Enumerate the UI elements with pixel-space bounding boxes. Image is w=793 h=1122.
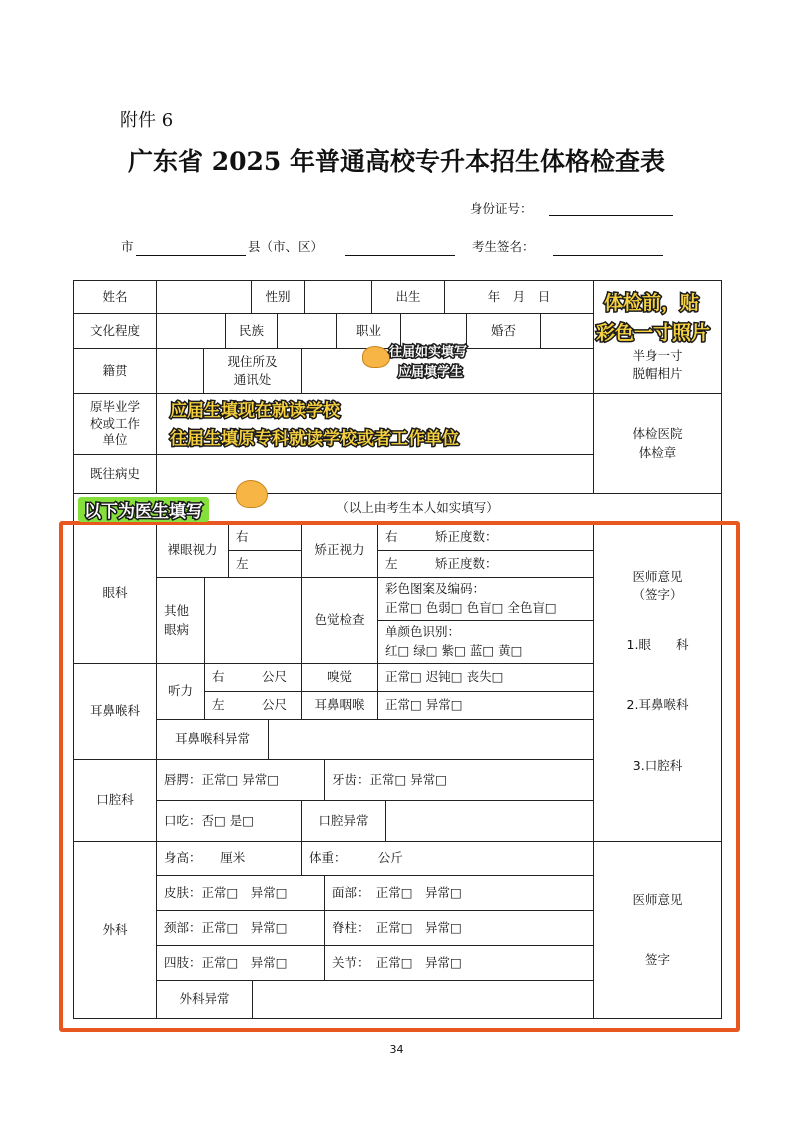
ethnicity-label: 民族	[225, 313, 278, 349]
throat-options[interactable]: 正常□ 异常□	[377, 691, 594, 720]
face-options[interactable]: 面部： 正常□ 异常□	[324, 875, 594, 911]
city-label: 市	[121, 239, 134, 254]
history-field[interactable]	[156, 454, 594, 494]
spine-options[interactable]: 脊柱： 正常□ 异常□	[324, 910, 594, 946]
ethnicity-field[interactable]	[277, 313, 337, 349]
oral-section-label: 口腔科	[73, 759, 157, 842]
doctor-item-ent: 2.耳鼻喉科	[626, 697, 689, 713]
name-label: 姓名	[73, 280, 157, 314]
attachment-label: 附件 6	[120, 110, 174, 131]
naked-left-field[interactable]: 左	[228, 550, 302, 578]
school-tip-line1: 应届生填现在就读学校	[170, 401, 340, 421]
pointing-hand-icon	[362, 346, 390, 368]
oral-abnormal-label: 口腔异常	[301, 800, 386, 842]
doctor-section-highlight	[59, 521, 740, 1032]
corrected-left-field[interactable]: 左 矫正度数：	[377, 550, 594, 578]
smell-options[interactable]: 正常□ 迟钝□ 丧失□	[377, 663, 594, 692]
education-label: 文化程度	[73, 313, 157, 349]
color-pattern-options[interactable]: 正常□ 色弱□ 色盲□ 全色盲□	[385, 600, 557, 615]
doctor-opinion-sign-label: 医师意见 （签字）	[632, 569, 683, 603]
surgery-section-label: 外科	[73, 841, 157, 1019]
native-label: 籍贯	[73, 348, 157, 394]
weight-field[interactable]: 体重： 公斤	[301, 841, 594, 876]
stutter-options[interactable]: 口吃：否□ 是□	[156, 800, 302, 842]
ent-abnormal-label: 耳鼻喉科异常	[156, 719, 269, 760]
teeth-options[interactable]: 牙齿：正常□ 异常□	[324, 759, 594, 801]
limbs-options[interactable]: 四肢：正常□ 异常□	[156, 945, 325, 981]
sign-line[interactable]	[553, 255, 663, 256]
photo-tip-line1: 体检前，贴	[604, 292, 700, 314]
marital-label: 婚否	[466, 313, 541, 349]
page-title: 广东省 2025 年普通高校专升本招生体格检查表	[128, 147, 665, 176]
history-label: 既往病史	[73, 454, 157, 494]
address-tip-line1: 往届如实填写	[389, 345, 468, 360]
county-label: 县（市、区）	[248, 239, 324, 254]
occupation-label: 职业	[336, 313, 401, 349]
corrected-vision-label: 矫正视力	[301, 523, 378, 578]
pointing-hand-icon-2	[236, 480, 268, 508]
name-field[interactable]	[156, 280, 252, 314]
skin-options[interactable]: 皮肤：正常□ 异常□	[156, 875, 325, 911]
neck-options[interactable]: 颈部：正常□ 异常□	[156, 910, 325, 946]
hearing-left-field[interactable]: 左 公尺	[204, 691, 302, 720]
birth-date-field[interactable]: 年 月 日	[444, 280, 594, 314]
lips-options[interactable]: 唇腭：正常□ 异常□	[156, 759, 325, 801]
marital-field[interactable]	[540, 313, 594, 349]
city-line[interactable]	[136, 255, 246, 256]
mono-color-label: 单颜色识别：	[385, 624, 461, 640]
hospital-stamp-label: 体检医院 体检章	[632, 426, 683, 460]
school-label: 原毕业学 校或工作 单位	[73, 393, 157, 455]
self-fill-note: （以上由考生本人如实填写）	[336, 500, 499, 516]
gender-label: 性别	[251, 280, 305, 314]
surgery-abnormal-label: 外科异常	[156, 980, 253, 1019]
hospital-stamp-box	[593, 393, 722, 494]
education-field[interactable]	[156, 313, 226, 349]
hearing-right-field[interactable]: 右 公尺	[204, 663, 302, 692]
color-pattern-label: 彩色图案及编码：	[385, 581, 486, 597]
ent-section-label: 耳鼻喉科	[73, 663, 157, 760]
naked-right-field[interactable]: 右	[228, 523, 302, 551]
corrected-right-field[interactable]: 右 矫正度数：	[377, 523, 594, 551]
school-tip-line2: 往届生填原专科就读学校或者工作单位	[170, 429, 459, 449]
sign-label: 考生签名：	[472, 239, 535, 254]
address-tip-line2: 应届填学生	[398, 365, 464, 380]
mono-color-options[interactable]: 红□ 绿□ 紫□ 蓝□ 黄□	[385, 643, 523, 658]
naked-vision-label: 裸眼视力	[156, 523, 229, 578]
throat-label: 耳鼻咽喉	[301, 691, 378, 720]
hearing-label: 听力	[156, 663, 205, 720]
eye-section-label: 眼科	[73, 523, 157, 664]
birth-label: 出生	[371, 280, 445, 314]
gender-field[interactable]	[304, 280, 372, 314]
doctor-item-eye: 1.眼 科	[626, 637, 689, 653]
doctor-item-oral: 3.口腔科	[632, 757, 683, 773]
page-number: 34	[389, 1043, 404, 1056]
county-line[interactable]	[345, 255, 455, 256]
smell-label: 嗅觉	[301, 663, 378, 692]
address-label: 现住所及 通讯处	[203, 348, 302, 394]
photo-label: 半身一寸 脱帽相片	[632, 347, 683, 381]
id-line[interactable]	[549, 215, 673, 216]
color-check-label: 色觉检查	[301, 577, 378, 664]
other-eye-label: 其他 眼病	[156, 577, 205, 664]
joints-options[interactable]: 关节： 正常□ 异常□	[324, 945, 594, 981]
doctor-sign-label: 签字	[644, 952, 670, 967]
doctor-fill-tip: 以下为医生填写	[78, 497, 209, 522]
height-field[interactable]: 身高： 厘米	[156, 841, 302, 876]
doctor-opinion-label: 医师意见	[632, 891, 683, 907]
id-label: 身份证号：	[470, 201, 533, 216]
photo-tip-line2: 彩色一寸照片	[596, 322, 711, 344]
native-field[interactable]	[156, 348, 204, 394]
